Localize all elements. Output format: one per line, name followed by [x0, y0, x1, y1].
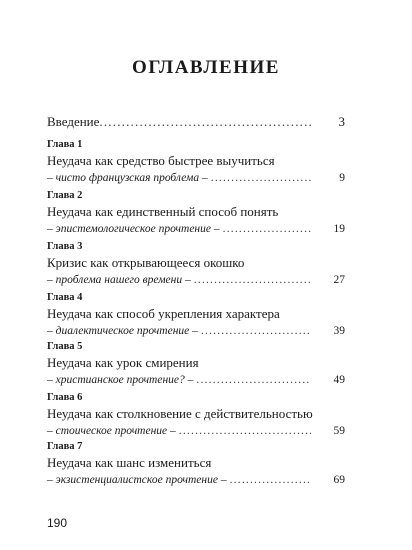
chapter-subtitle: – эпистемологическое прочтение – [47, 223, 220, 235]
page-number: 49 [333, 374, 345, 386]
toc-line [47, 171, 345, 185]
chapter-label: Глава 4 [47, 292, 83, 303]
toc-line [47, 273, 345, 287]
toc-entry-chapter-7[interactable] [47, 441, 345, 487]
chapter-title: Кризис как открывающееся окошко [47, 255, 245, 270]
chapter-subtitle: – экзистенциалистское прочтение – [47, 474, 227, 486]
toc-label: Введение [47, 114, 100, 129]
chapter-subtitle: – диалектическое прочтение – [47, 325, 198, 337]
dot-leader [194, 273, 311, 287]
toc-entry-chapter-4[interactable] [47, 292, 345, 338]
page-number: 19 [333, 223, 345, 235]
chapter-label: Глава 7 [47, 441, 83, 452]
chapter-label: Глава 2 [47, 190, 83, 201]
chapter-subtitle: – проблема нашего времени – [47, 274, 191, 286]
toc-line [47, 424, 345, 438]
chapter-title: Неудача как столкновение с действительностью [47, 406, 313, 421]
table-of-contents [47, 0, 345, 550]
toc-entry-chapter-2[interactable] [47, 190, 345, 236]
toc-line [47, 222, 345, 236]
dot-leader [230, 473, 311, 487]
chapter-label: Глава 3 [47, 241, 83, 252]
dot-leader [99, 114, 311, 130]
page-title: ОГЛАВЛЕНИЕ [132, 57, 280, 78]
chapter-title: Неудача как способ укрепления характера [47, 306, 280, 321]
page-number: 9 [339, 172, 345, 184]
chapter-label: Глава 1 [47, 139, 83, 150]
toc-line [47, 373, 345, 387]
page-number: 59 [333, 425, 345, 437]
page-number: 27 [333, 274, 345, 286]
dot-leader [211, 171, 311, 185]
chapter-label: Глава 6 [47, 392, 83, 403]
dot-leader [201, 324, 311, 338]
toc-line [47, 324, 345, 338]
dot-leader [179, 424, 311, 438]
toc-entry-chapter-6[interactable] [47, 392, 345, 438]
dot-leader [223, 222, 311, 236]
chapter-subtitle: – христианское прочтение? – [47, 374, 194, 386]
toc-entry-intro[interactable] [47, 114, 345, 130]
toc-entry-chapter-1[interactable] [47, 139, 345, 185]
folio-page-number: 190 [47, 516, 68, 530]
toc-entry-chapter-3[interactable] [47, 241, 345, 287]
chapter-subtitle: – чисто французская проблема – [47, 172, 208, 184]
toc-line [47, 114, 345, 130]
page-number: 69 [333, 474, 345, 486]
toc-line [47, 473, 345, 487]
page-number: 3 [338, 114, 345, 129]
chapter-subtitle: – стоическое прочтение – [47, 425, 176, 437]
dot-leader [196, 373, 311, 387]
chapter-label: Глава 5 [47, 341, 83, 352]
page-number: 39 [333, 325, 345, 337]
chapter-title: Неудача как шанс измениться [47, 455, 212, 470]
chapter-title: Неудача как средство быстрее выучиться [47, 153, 275, 168]
chapter-title: Неудача как урок смирения [47, 355, 199, 370]
toc-entry-chapter-5[interactable] [47, 341, 345, 387]
chapter-title: Неудача как единственный способ понять [47, 204, 279, 219]
